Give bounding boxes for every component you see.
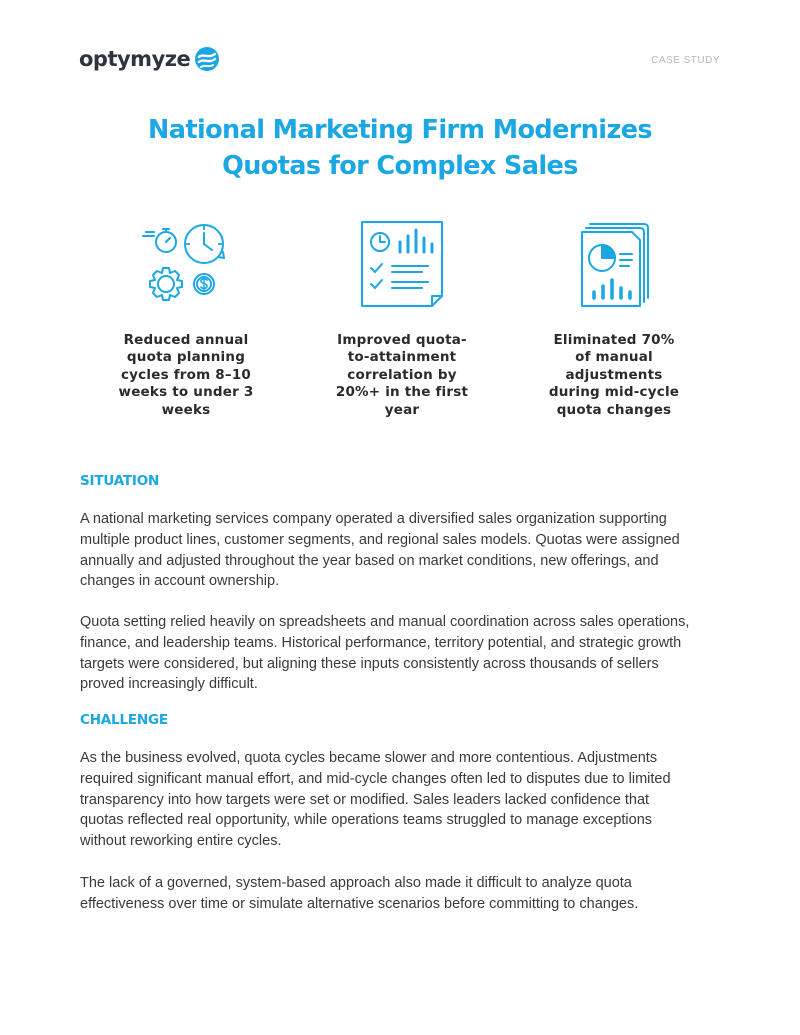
challenge-heading: CHALLENGE [80,712,168,728]
stat-text: Improved quota-to-attainment correlation by 20%+ in the first year [335,332,469,418]
title-line-2: Quotas for Complex Sales [222,151,578,181]
clock-gear-icon [138,220,234,310]
document-stack-chart-icon [566,220,662,310]
case-study-label: CASE STUDY [651,55,720,66]
page-title [100,112,700,184]
situation-paragraph-1: A national marketing services company operated a diversified sales organization supporting multiple product lines, customer segments, and regional sales models. Quotas were assigned annually and adjusted throughout the year based on market conditions, new offerings, and changes in account ownership. [80,511,680,590]
logo-text: optymyze [79,47,191,71]
report-checklist-icon [354,220,450,310]
title-line-1: National Marketing Firm Modernizes [148,115,652,145]
situation-heading: SITUATION [80,473,160,489]
challenge-paragraph-2: The lack of a governed, system-based approach also made it difficult to analyze quota effectiveness over time or simulate alternative scenarios before committing to changes. [80,875,639,912]
challenge-paragraph-1: As the business evolved, quota cycles became slower and more contentious. Adjustments required significant manual effort, and mid-cycle changes often led to disputes due to limited transparency into how targets were set or modified. Sales leaders lacked confidence that quotas reflected real opportunity, while operations teams struggled to manage exceptions without reworking entire cycles. [80,750,671,850]
stat-planning-cycles [96,220,276,419]
stat-correlation [312,220,492,419]
stat-manual-adjustments [524,220,704,419]
situation-paragraph-2: Quota setting relied heavily on spreadsheets and manual coordination across sales operations, finance, and leadership teams. Historical performance, territory potential, and strategic growth targets were considered, but aligning these inputs consistently across thousands of sellers proved increasingly difficult. [80,614,690,693]
company-logo[interactable] [79,46,220,72]
stat-text: Eliminated 70% of manual adjustments during mid-cycle quota changes [548,332,680,418]
swirl-icon [194,46,220,72]
stat-text: Reduced annual quota planning cycles from 8–10 weeks to under 3 weeks [118,332,254,418]
page-header [0,0,800,90]
